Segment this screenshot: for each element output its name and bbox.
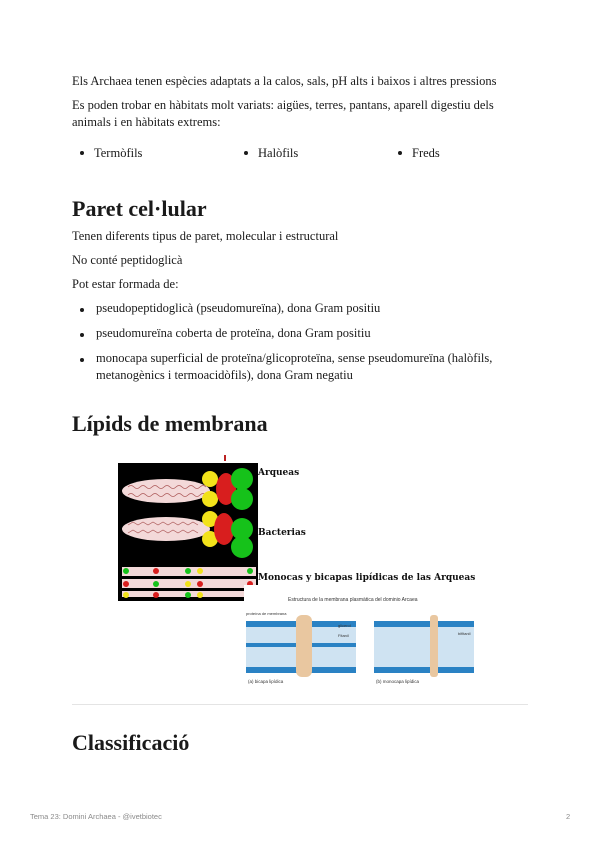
bullet-icon [244,151,248,155]
label-monocas-bicapas: Monocas y bicapas lipídicas de las Arqueas [258,573,476,583]
bullet-icon [398,151,402,155]
svg-text:Fitanil: Fitanil [338,633,349,638]
list-item-text: monocapa superficial de proteïna/glicoproteïna, sense pseudomureïna (halòfils, metanogènics i termoacidòfils), dona Gram negatiu [96,351,493,382]
bullet-icon [80,151,84,155]
footer-page-number: 2 [566,812,571,821]
habitat-termofils: Termòfils [94,146,143,160]
svg-text:bifitanil: bifitanil [458,631,471,636]
bullet-icon [80,308,84,312]
label-arqueas: Arqueas [258,468,300,478]
list-item [398,146,440,161]
heading-classificacio: Classificació [72,730,190,755]
paret-list-item-2 [80,325,530,342]
list-item [80,146,142,161]
habitat-halofils: Halòfils [258,146,299,160]
paret-list-item-1 [80,300,530,317]
membrane-structure-title: Estructura de la membrana plasmàtica del dominio Arcaea [288,597,418,603]
intro-line-1: Els Archaea tenen espècies adaptats a la calos, sals, pH alts i baixos i altres pressions [72,74,497,88]
list-item-text: pseudopeptidoglicà (pseudomureïna), dona Gram positiu [96,301,381,315]
paret-paragraph-1: Tenen diferents tipus de paret, molecular i estructural [72,229,339,243]
membrane-protein-right [430,615,438,677]
heading-lipids-membrana: Lípids de membrana [72,411,268,436]
membrane-protein-left [296,615,312,677]
label-bacterias: Bacterias [258,528,306,538]
archaea-head-group [231,468,253,490]
habitat-freds: Freds [412,146,440,160]
caption-monolayer: (b) monocapa lipídica [376,679,420,684]
membrane-lipids-illustration [118,455,488,690]
list-item-text: pseudomureïna coberta de proteïna, dona Gram positiu [96,326,371,340]
svg-text:proteína de membrana: proteína de membrana [246,611,287,616]
membrane-lipids-figure [118,455,488,690]
paret-paragraph-2: No conté peptidoglicà [72,253,183,267]
paret-list-item-3 [80,350,530,384]
footer-title: Tema 23: Domini Archaea - @ivetbiotec [30,812,162,821]
intro-line-2: Es poden trobar en hàbitats molt variats: aigües, terres, pantans, aparell digestiu dels animals i en hàbitats extrems: [72,98,494,129]
monolayer-bilayer-strip [122,567,256,598]
svg-text:glicerol: glicerol [338,623,351,628]
bullet-icon [80,333,84,337]
bullet-icon [80,358,84,362]
section-divider [72,704,528,705]
heading-paret-cellular: Paret cel·lular [72,196,207,221]
bacteria-lipid-chain [122,517,210,541]
archaea-glycerol-head [202,471,218,487]
list-item [244,146,298,161]
paret-paragraph-3: Pot estar formada de: [72,277,179,291]
archaea-lipid-chain [122,479,210,503]
caption-bilayer: (a) bicapa lipídica [248,679,284,684]
